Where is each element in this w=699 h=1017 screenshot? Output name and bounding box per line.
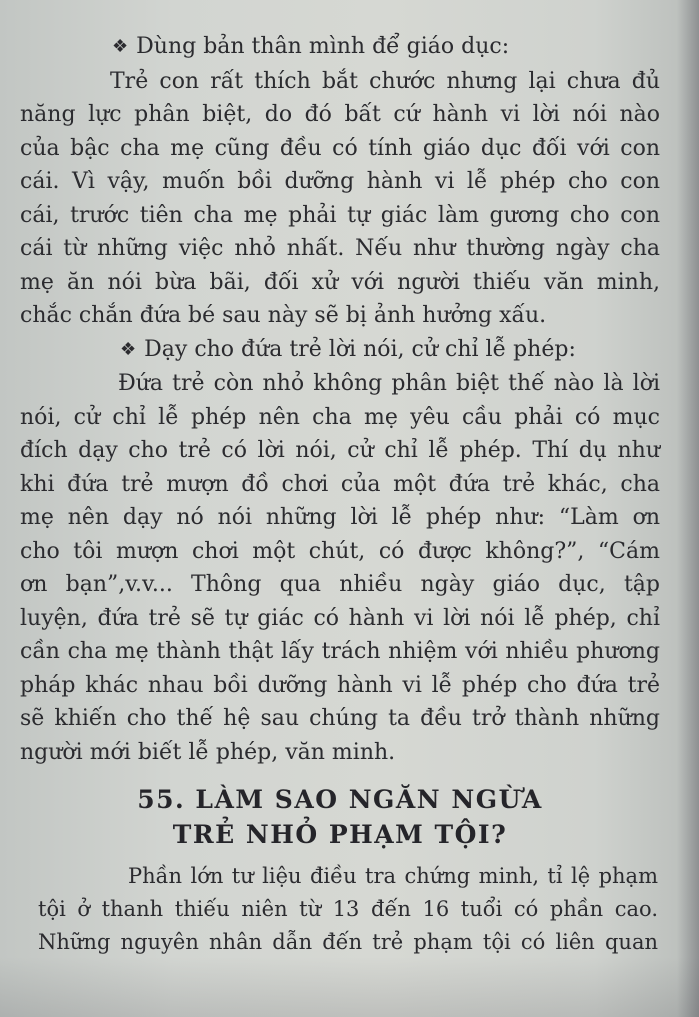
- paragraph-line: nói, cử chỉ lễ phép nên cha mẹ yêu cầu phải có mục: [20, 404, 660, 430]
- section-heading-text: Dùng bản thân mình để giáo dục:: [136, 34, 510, 59]
- paragraph-line: tội ở thanh thiếu niên từ 13 đến 16 tuổi có phần cao.: [38, 897, 658, 921]
- section-heading-teach-manners: [20, 333, 660, 368]
- diamond-bullet-icon: ❖: [120, 338, 137, 360]
- page-edge-shadow: [677, 0, 699, 1017]
- paragraph-line: ơn bạn”,v.v... Thông qua nhiều ngày giáo dục, tập: [20, 572, 660, 597]
- section-heading-use-self: [20, 30, 660, 65]
- chapter-title-line-1: 55. LÀM SAO NGĂN NGỪA: [137, 785, 543, 814]
- paragraph-line: Những nguyên nhân dẫn đến trẻ phạm tội có liên quan: [38, 930, 658, 954]
- paragraph-line: cần cha mẹ thành thật lấy trách nhiệm với nhiều phương: [20, 639, 660, 664]
- diamond-bullet-icon: ❖: [112, 36, 129, 57]
- paragraph-line: mẹ nên dạy nó nói những lời lễ phép như: “Làm ơn: [20, 505, 660, 530]
- paragraph-line: chắc chắn đứa bé sau này sẽ bị ảnh hưởng xấu.: [20, 303, 547, 328]
- paragraph-line: người mới biết lễ phép, văn minh.: [20, 739, 396, 765]
- page-bottom-shade: [0, 957, 699, 1017]
- paragraph-line: Trẻ con rất thích bắt chước nhưng lại chưa đủ: [110, 68, 660, 94]
- paragraph-line: Phần lớn tư liệu điều tra chứng minh, tỉ lệ phạm: [128, 864, 658, 888]
- paragraph-line: Đứa trẻ còn nhỏ không phân biệt thế nào là lời: [118, 371, 660, 396]
- section-heading-text: Dạy cho đứa trẻ lời nói, cử chỉ lễ phép:: [144, 336, 576, 362]
- body-text: [20, 30, 660, 769]
- paragraph-line: sẽ khiến cho thế hệ sau chúng ta đều trở thành những: [20, 706, 660, 731]
- paragraph-line: mẹ ăn nói bừa bãi, đối xử với người thiếu văn minh,: [20, 269, 660, 295]
- paragraph-line: cái từ những việc nhỏ nhất. Nếu như thường ngày cha: [20, 236, 660, 261]
- paragraph-line: pháp khác nhau bồi dưỡng hành vi lễ phép cho đứa trẻ: [20, 672, 660, 698]
- paragraph-line: cái, trước tiên cha mẹ phải tự giác làm gương cho con: [20, 202, 660, 228]
- paragraph-line: đích dạy cho trẻ có lời nói, cử chỉ lễ phép. Thí dụ như: [20, 438, 660, 463]
- chapter-title-line-2: TRẺ NHỎ PHẠM TỘI?: [172, 820, 508, 849]
- chapter-body-text: [38, 860, 658, 959]
- paragraph-line: cho tôi mượn chơi một chút, có được không?”, “Cám: [20, 538, 660, 564]
- paragraph-line: khi đứa trẻ mượn đồ chơi của một đứa trẻ khác, cha: [20, 471, 660, 497]
- paragraph-line: luyện, đứa trẻ sẽ tự giác có hành vi lời nói lễ phép, chỉ: [20, 605, 660, 631]
- paragraph-line: năng lực phân biệt, do đó bất cứ hành vi lời nói nào: [20, 102, 660, 127]
- paragraph-line: của bậc cha mẹ cũng đều có tính giáo dục đối với con: [20, 135, 660, 161]
- paragraph-line: cái. Vì vậy, muốn bồi dưỡng hành vi lễ phép cho con: [20, 169, 660, 194]
